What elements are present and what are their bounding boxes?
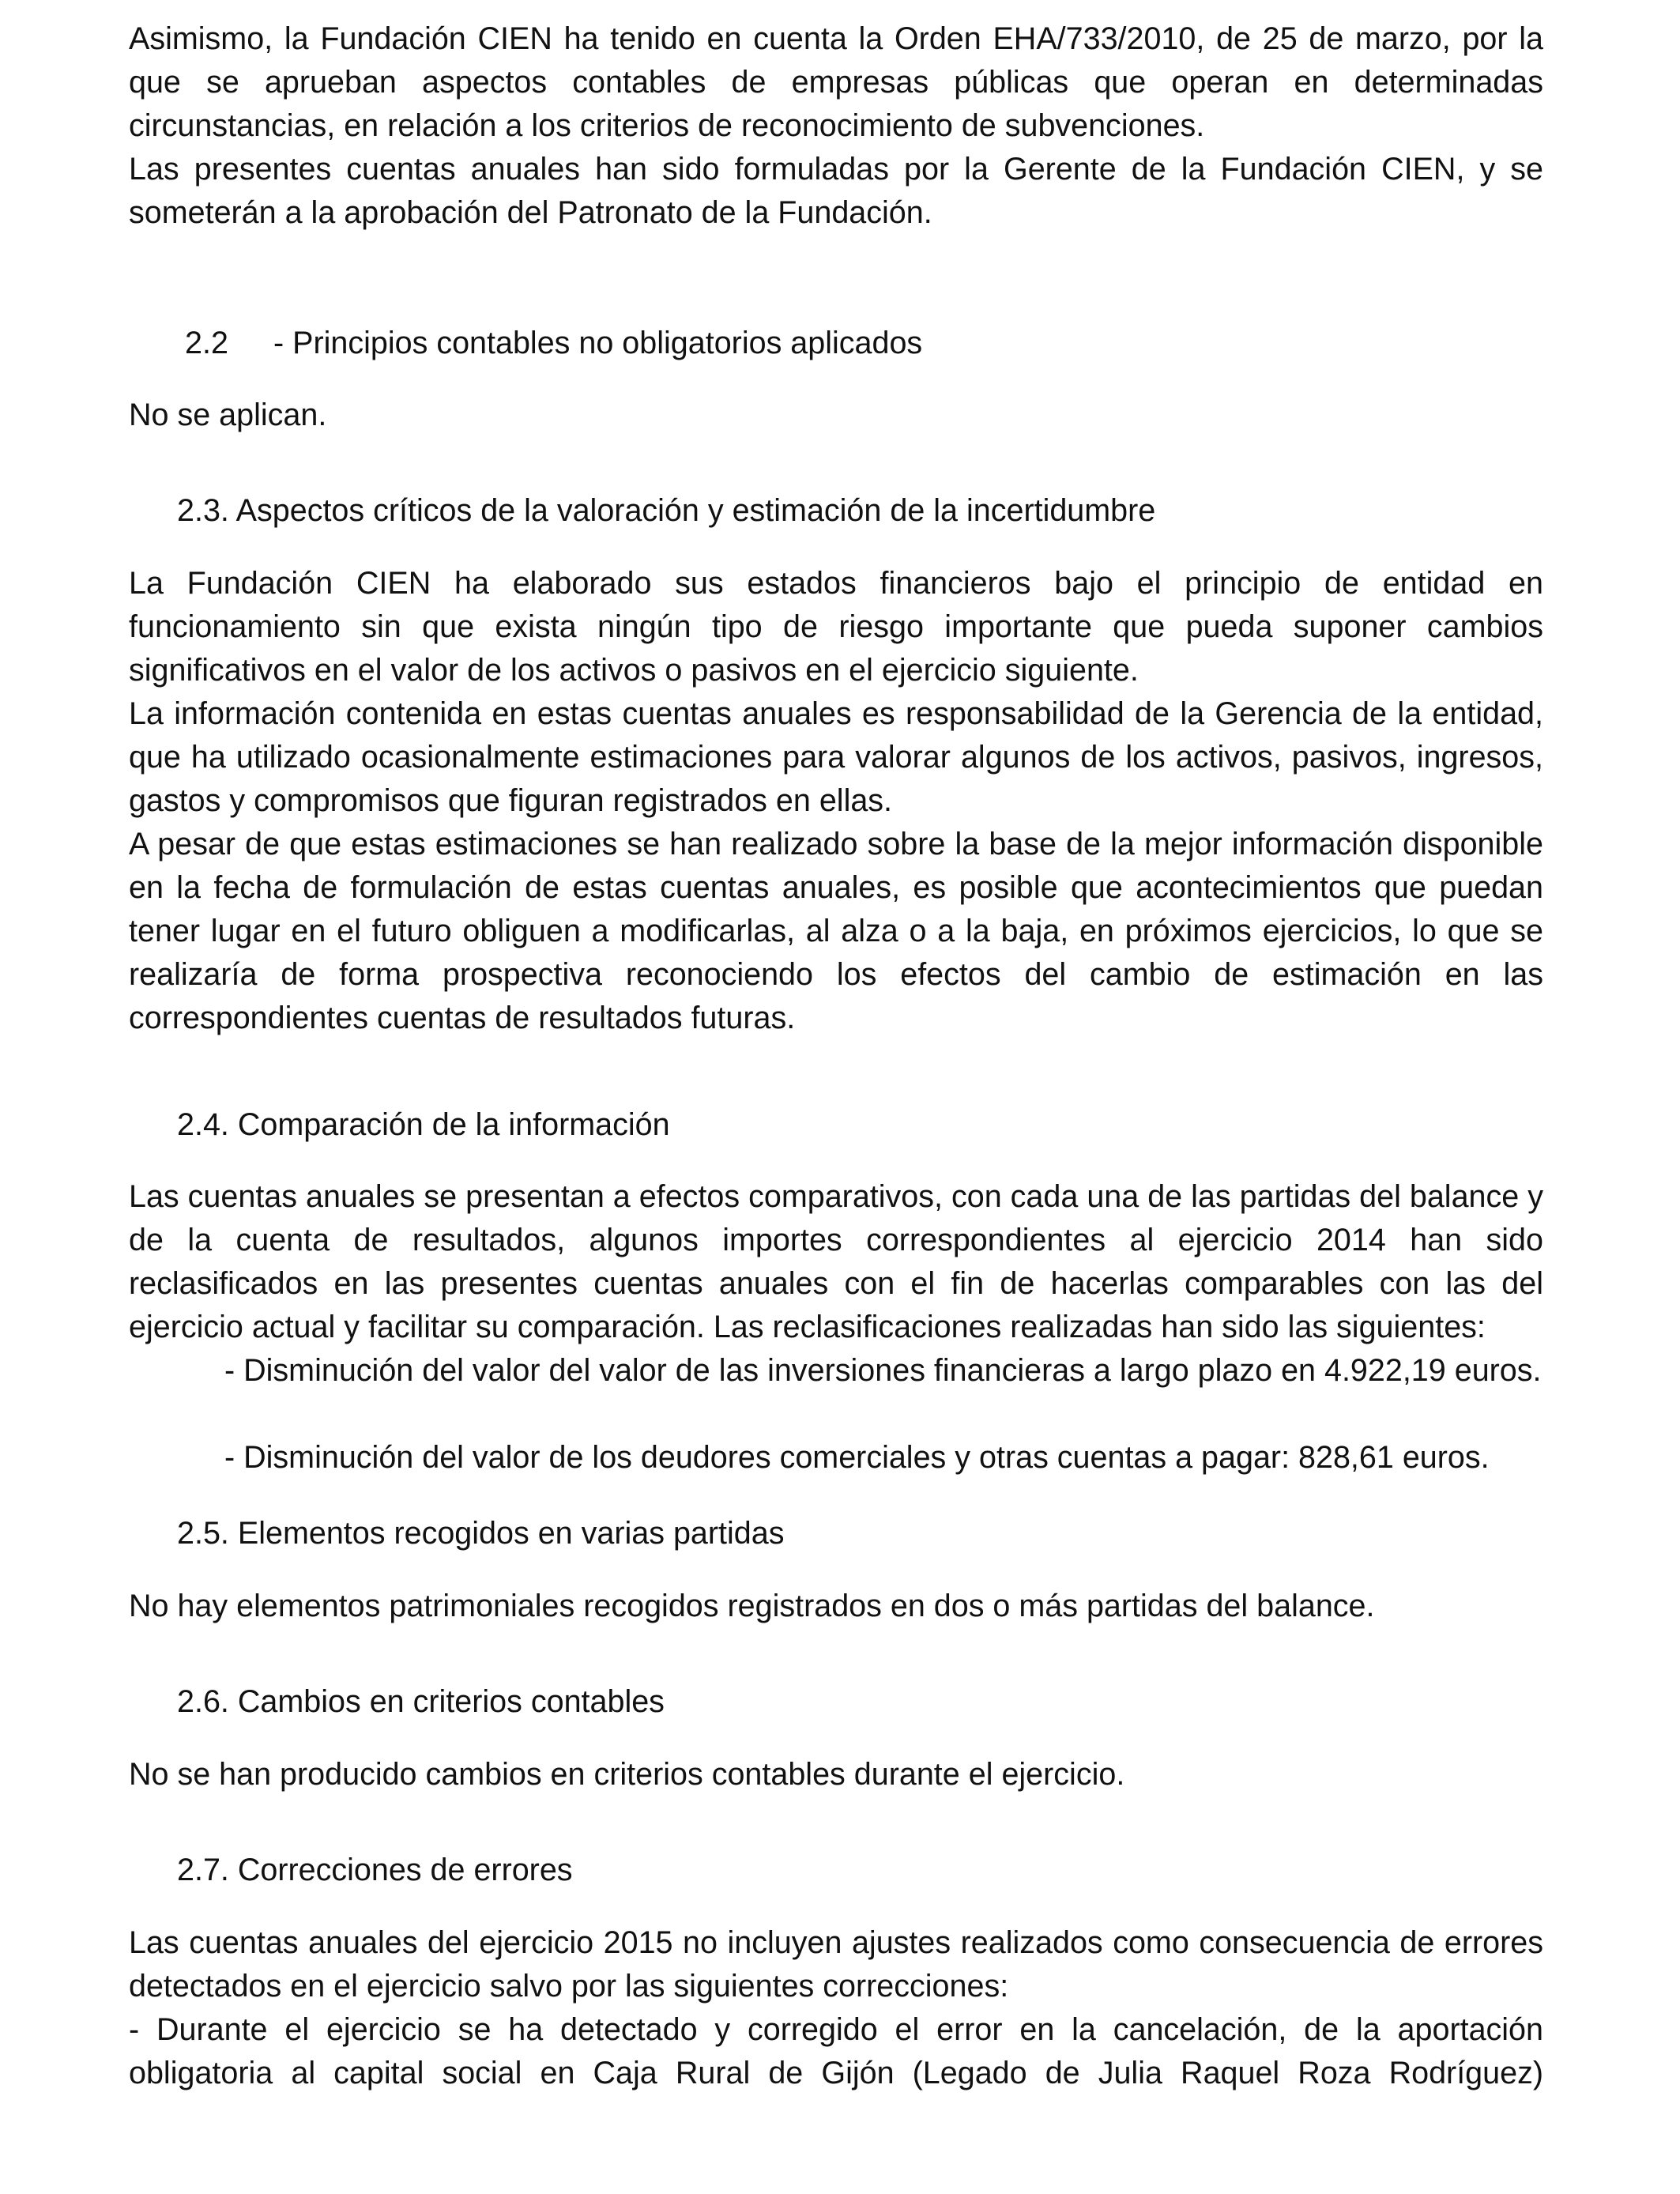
section-2-4-heading: 2.4. Comparación de la información [177, 1107, 670, 1142]
section-2-7-paragraph-2: - Durante el ejercicio se ha detectado y corregido el error en la cancelación, de la aportación obligatoria al capital social en Caja Rural de Gijón (Legado de Julia Raquel Roza Rodríguez) [129, 2012, 1543, 2090]
section-2-5-body: No hay elementos patrimoniales recogidos registrados en dos o más partidas del balance. [129, 1589, 1375, 1623]
section-2-2-body: No se aplican. [129, 398, 327, 432]
section-2-7-paragraph-1: Las cuentas anuales del ejercicio 2015 no incluyen ajustes realizados como consecuencia de errores detectados en el ejercicio salvo por las siguientes correcciones: [129, 1925, 1543, 2004]
section-2-4-bullet-1: - Disminución del valor del valor de las inversiones financieras a largo plazo en 4.922,19 euros. [224, 1353, 1542, 1388]
section-2-3-heading: 2.3. Aspectos críticos de la valoración y estimación de la incertidumbre [177, 493, 1156, 528]
section-2-6-heading: 2.6. Cambios en criterios contables [177, 1684, 665, 1719]
section-2-6-body: No se han producido cambios en criterios contables durante el ejercicio. [129, 1757, 1125, 1792]
intro-paragraph-1: Asimismo, la Fundación CIEN ha tenido en cuenta la Orden EHA/733/2010, de 25 de marzo, por la que se aprueban aspectos contables de empresas públicas que operan en determinadas circunstancias, en relación a los criterios de reconocimiento de subvenciones. [129, 21, 1543, 143]
section-2-3-paragraph-3: A pesar de que estas estimaciones se han realizado sobre la base de la mejor información disponible en la fecha de formulación de estas cuentas anuales, es posible que acontecimientos que puedan tener lugar en el futuro obliguen a modificarlas, al alza o a la baja, en próximos ejercicios, lo que se realizaría de forma prospectiva reconociendo los efectos del cambio de estimación en las correspondientes cuentas de resultados futuras. [129, 827, 1543, 1035]
section-2-2-heading: - Principios contables no obligatorios aplicados [273, 326, 923, 360]
section-2-7-heading: 2.7. Correcciones de errores [177, 1853, 573, 1887]
intro-paragraph-2: Las presentes cuentas anuales han sido formuladas por la Gerente de la Fundación CIEN, y se someterán a la aprobación del Patronato de la Fundación. [129, 152, 1543, 230]
section-2-4-bullet-2: - Disminución del valor de los deudores comerciales y otras cuentas a pagar: 828,61 euros. [224, 1440, 1490, 1475]
section-2-5-heading: 2.5. Elementos recogidos en varias partidas [177, 1516, 785, 1551]
section-2-3-paragraph-2: La información contenida en estas cuentas anuales es responsabilidad de la Gerencia de la entidad, que ha utilizado ocasionalmente estimaciones para valorar algunos de los activos, pasivos, ingresos, gastos y compromisos que figuran registrados en ellas. [129, 696, 1543, 818]
section-2-3-paragraph-1: La Fundación CIEN ha elaborado sus estados financieros bajo el principio de entidad en funcionamiento sin que exista ningún tipo de riesgo importante que pueda suponer cambios significativos en el valor de los activos o pasivos en el ejercicio siguiente. [129, 566, 1543, 688]
section-2-4-paragraph: Las cuentas anuales se presentan a efectos comparativos, con cada una de las partidas del balance y de la cuenta de resultados, algunos importes correspondientes al ejercicio 2014 han sido reclasificados en las presentes cuentas anuales con el fin de hacerlas comparables con las del ejercicio actual y facilitar su comparación. Las reclasificaciones realizadas han sido las siguientes: [129, 1179, 1543, 1344]
section-2-2-number: 2.2 [185, 326, 228, 360]
